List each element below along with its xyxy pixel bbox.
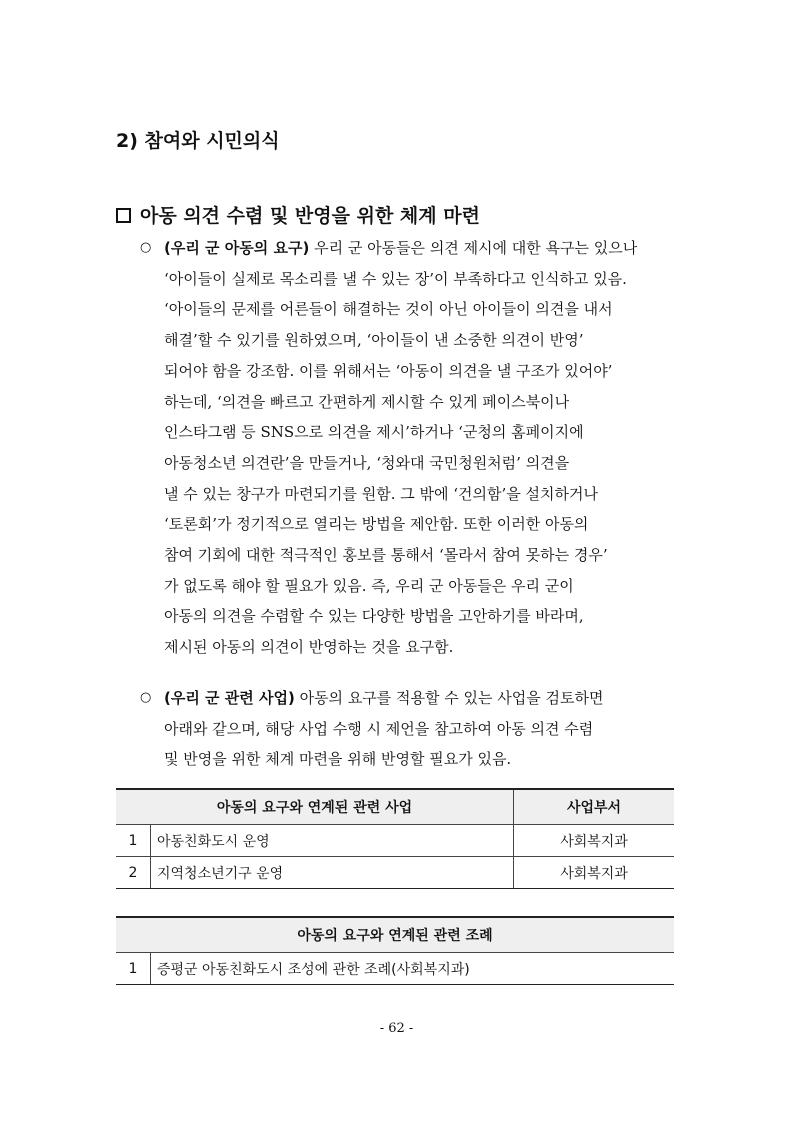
section-title: 2) 참여와 시민의식	[116, 130, 280, 152]
bullet-lead: (우리 군 관련 사업)	[164, 689, 295, 707]
bullet-body	[164, 683, 680, 775]
circle-bullet-icon: ○	[140, 240, 152, 255]
row-number: 2	[116, 857, 151, 889]
table-header-row	[116, 917, 674, 953]
page-number: - 62 -	[379, 1021, 414, 1036]
table-header-project: 아동의 요구와 연계된 관련 사업	[116, 789, 514, 825]
bullet-body	[164, 233, 680, 663]
table-row	[116, 953, 674, 985]
circle-bullet-icon: ○	[140, 690, 152, 705]
bullet-line: 해결’할 수 있기를 원하였으며, ‘아이들이 낸 소중한 의견이 반영’	[164, 331, 584, 350]
table-header-row	[116, 789, 674, 825]
bullet-line: ‘아이들이 실제로 목소리를 낼 수 있는 장’이 부족하다고 인식하고 있음.	[164, 269, 627, 288]
bullet-line: 가 없도록 해야 할 필요가 있음. 즉, 우리 군 아동들은 우리 군이	[164, 576, 574, 595]
bullet-line: 하는데, ‘의견을 빠르고 간편하게 제시할 수 있게 페이스북이나	[164, 392, 570, 411]
bullet-line: ‘아이들의 문제를 어른들이 해결하는 것이 아닌 아이들이 의견을 내서	[164, 300, 613, 319]
checkbox-square-icon	[116, 208, 131, 223]
row-number: 1	[116, 953, 151, 985]
bullet-line: 인스타그램 등 SNS으로 의견을 제시’하거나 ‘군청의 홈페이지에	[164, 423, 584, 442]
bullet-child-needs	[140, 233, 680, 663]
table-header-dept: 사업부서	[514, 789, 675, 825]
heading-text: 아동 의견 수렴 및 반영을 위한 체계 마련	[140, 205, 480, 227]
bullet-line: 및 반영을 위한 체계 마련을 위해 반영할 필요가 있음.	[164, 750, 512, 769]
table-header-ordinance: 아동의 요구와 연계된 관련 조례	[116, 917, 674, 953]
bullet-line: 아동청소년 의견란’을 만들거나, ‘청와대 국민청원처럼’ 의견을	[164, 453, 570, 472]
table-row	[116, 857, 674, 889]
row-number: 1	[116, 825, 151, 857]
project-name: 지역청소년기구 운영	[151, 857, 514, 889]
bullet-line	[164, 233, 680, 264]
department: 사회복지과	[514, 857, 675, 889]
related-ordinances-table	[116, 916, 674, 985]
bullet-line: 아동의 의견을 수렴할 수 있는 다양한 방법을 고안하기를 바라며,	[164, 607, 584, 626]
bullet-line: 되어야 함을 강조함. 이를 위해서는 ‘아동이 의견을 낼 구조가 있어야’	[164, 361, 613, 380]
bullet-line: 참여 기회에 대한 적극적인 홍보를 통해서 ‘몰라서 참여 못하는 경우’	[164, 546, 608, 565]
bullet-lead: (우리 군 아동의 요구)	[164, 239, 310, 257]
bullet-related-projects	[140, 683, 680, 775]
bullet-line-text: 우리 군 아동들은 의견 제시에 대한 욕구는 있으나	[309, 239, 638, 257]
project-name: 아동친화도시 운영	[151, 825, 514, 857]
subsection-heading	[116, 198, 480, 234]
table-row	[116, 825, 674, 857]
ordinance-name: 증평군 아동친화도시 조성에 관한 조례(사회복지과)	[151, 953, 675, 985]
related-projects-table	[116, 788, 674, 889]
bullet-line	[164, 683, 680, 714]
bullet-line: ‘토론회’가 정기적으로 열리는 방법을 제안함. 또한 이러한 아동의	[164, 515, 589, 534]
bullet-line-text: 아동의 요구를 적용할 수 있는 사업을 검토하면	[294, 689, 604, 707]
department: 사회복지과	[514, 825, 675, 857]
bullet-line: 아래와 같으며, 해당 사업 수행 시 제언을 참고하여 아동 의견 수렴	[164, 719, 594, 738]
bullet-line: 제시된 아동의 의견이 반영하는 것을 요구함.	[164, 638, 454, 657]
bullet-line: 낼 수 있는 창구가 마련되기를 원함. 그 밖에 ‘건의함’을 설치하거나	[164, 484, 598, 503]
